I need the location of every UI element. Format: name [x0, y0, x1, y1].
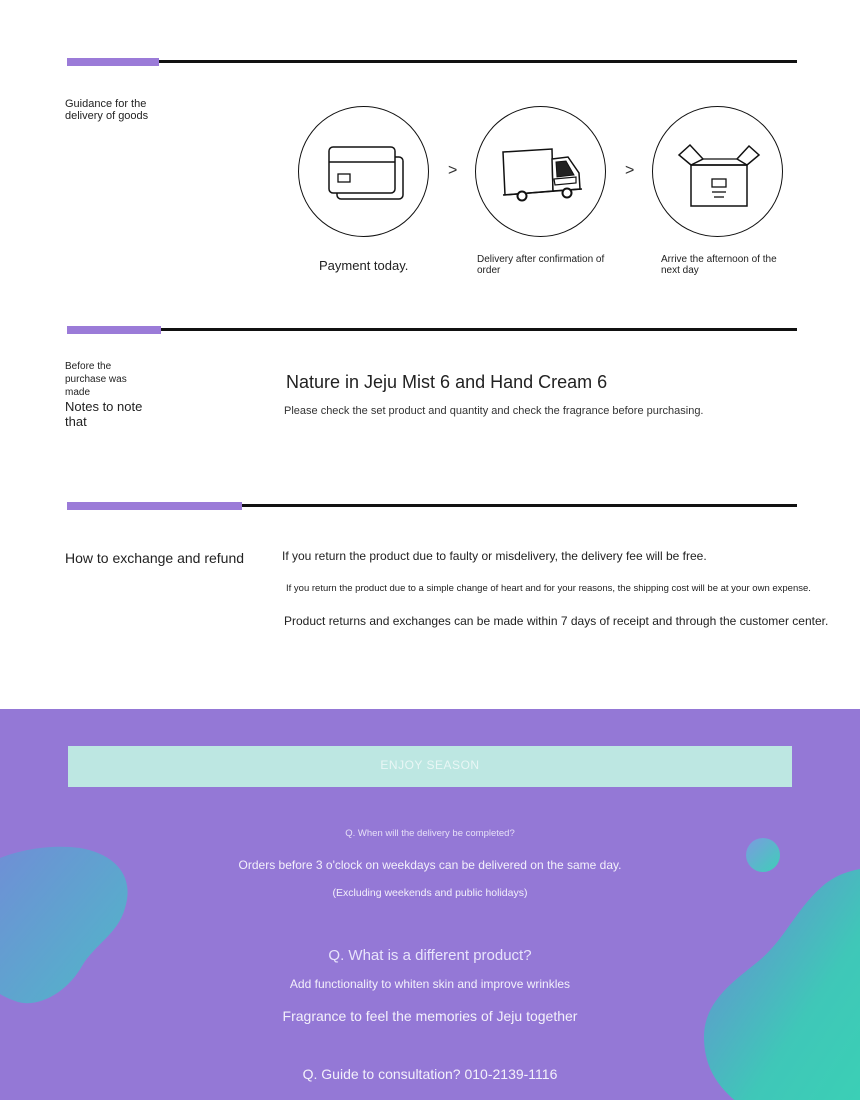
product-set-title: Nature in Jeju Mist 6 and Hand Cream 6 — [286, 372, 608, 392]
arrival-caption-line2: next day — [661, 265, 699, 276]
faq-question-product: Q. What is a different product? — [328, 947, 532, 964]
refund-line-period: Product returns and exchanges can be made within 7 days of receipt and through the customer center. — [284, 614, 829, 628]
shipping-caption — [477, 254, 604, 276]
faq-question-delivery: Q. When will the delivery be completed? — [345, 828, 515, 839]
notes-label-line5: that — [65, 414, 87, 429]
banner-label: ENJOY SEASON — [380, 758, 480, 772]
notes-label-line2: purchase was — [65, 374, 127, 385]
faq-answer-delivery-note: (Excluding weekends and public holidays) — [332, 887, 528, 899]
section-divider — [242, 504, 797, 507]
shipping-caption-line1: Delivery after confirmation of — [477, 254, 605, 265]
notes-label-line4: Notes to note — [65, 399, 143, 414]
purchase-notice: Please check the set product and quantity and check the fragrance before purchasing. — [284, 405, 704, 417]
shipping-caption-line2: order — [477, 265, 501, 276]
faq-answer-product-1: Add functionality to whiten skin and improve wrinkles — [289, 977, 571, 991]
refund-line-faulty: If you return the product due to faulty or misdelivery, the delivery fee will be free. — [282, 549, 707, 563]
shipping-step — [475, 106, 606, 237]
arrival-caption-line1: Arrive the afternoon of the — [661, 254, 777, 265]
credit-card-icon — [299, 107, 430, 238]
section-accent-bar — [67, 502, 242, 510]
delivery-label-line1: Guidance for the — [65, 98, 147, 110]
notes-label-line3: made — [65, 387, 91, 398]
payment-caption: Payment today. — [319, 258, 409, 273]
notes-section-label — [65, 360, 142, 429]
section-divider — [161, 328, 797, 331]
step-arrow: > — [448, 162, 458, 179]
notes-label-line1: Before the — [65, 361, 112, 372]
payment-step — [298, 106, 429, 237]
faq-banner — [68, 746, 792, 787]
delivery-truck-icon — [476, 107, 607, 238]
faq-section — [0, 709, 860, 1100]
delivery-section-label — [65, 98, 148, 122]
arrival-caption — [661, 254, 777, 276]
faq-answer-delivery: Orders before 3 o'clock on weekdays can be delivered on the same day. — [238, 858, 622, 872]
section-divider — [159, 60, 797, 63]
arrival-step — [652, 106, 783, 237]
open-box-icon — [653, 107, 784, 238]
section-accent-bar — [67, 58, 159, 66]
faq-consultation-line: Q. Guide to consultation? 010-2139-1116 — [302, 1066, 558, 1082]
refund-line-change-of-heart: If you return the product due to a simple change of heart and for your reasons, the shipping cost will be at your own expense. — [286, 583, 811, 594]
refund-section-label: How to exchange and refund — [65, 550, 245, 566]
section-accent-bar — [67, 326, 161, 334]
faq-answer-product-2: Fragrance to feel the memories of Jeju together — [282, 1008, 578, 1024]
delivery-label-line2: delivery of goods — [65, 110, 149, 122]
step-arrow: > — [625, 162, 635, 179]
